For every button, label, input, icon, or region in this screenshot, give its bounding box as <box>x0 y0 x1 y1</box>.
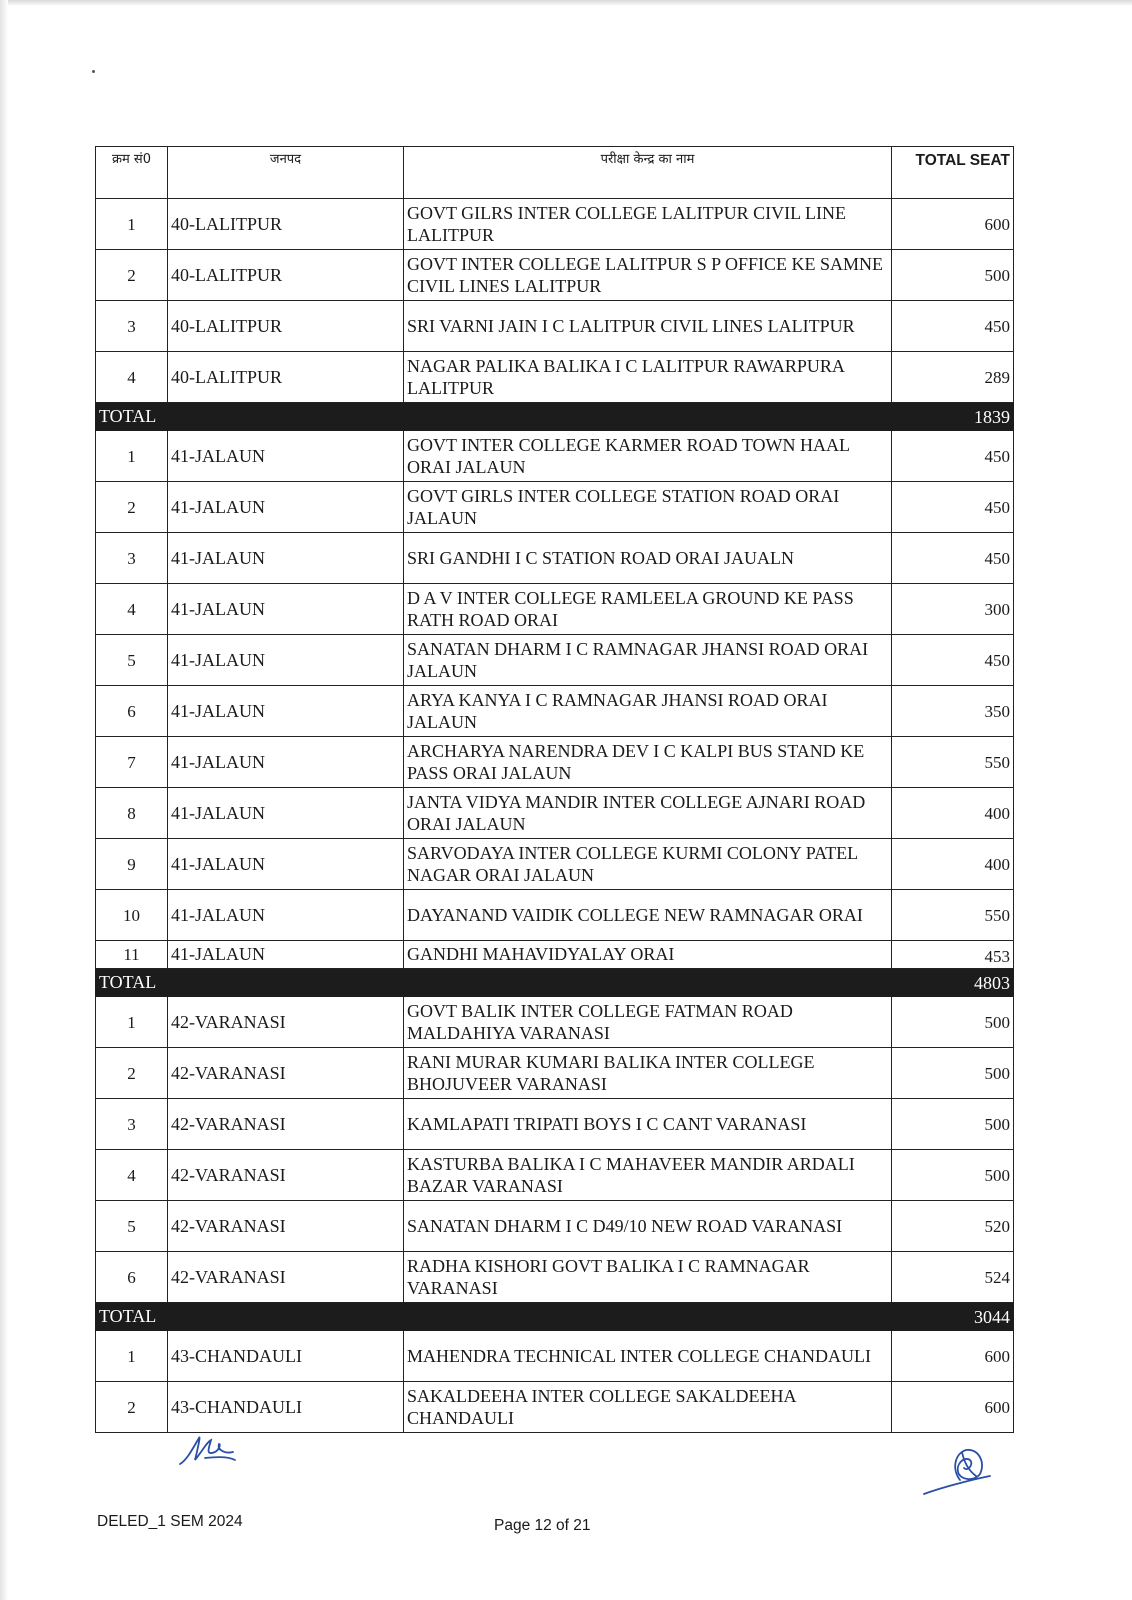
cell-district: 42-VARANASI <box>168 1150 404 1201</box>
cell-serial: 9 <box>96 839 168 890</box>
cell-serial: 2 <box>96 482 168 533</box>
cell-center-name: RANI MURAR KUMARI BALIKA INTER COLLEGE BHOJUVEER VARANASI <box>404 1048 892 1099</box>
scan-edge-top <box>0 0 1132 6</box>
header-center-name: परीक्षा केन्द्र का नाम <box>404 147 892 199</box>
table-row <box>96 788 1014 839</box>
exam-centers-table <box>95 146 1014 1433</box>
total-row <box>96 969 1014 997</box>
cell-serial: 11 <box>96 941 168 969</box>
table-header-row <box>96 147 1014 199</box>
table-row <box>96 352 1014 403</box>
cell-center-name: KAMLAPATI TRIPATI BOYS I C CANT VARANASI <box>404 1099 892 1150</box>
cell-seats: 550 <box>892 890 1014 941</box>
cell-district: 42-VARANASI <box>168 997 404 1048</box>
cell-serial: 2 <box>96 1048 168 1099</box>
total-value: 1839 <box>892 403 1014 431</box>
cell-center-name: ARYA KANYA I C RAMNAGAR JHANSI ROAD ORAI JALAUN <box>404 686 892 737</box>
header-total-seat: TOTAL SEAT <box>892 147 1014 199</box>
cell-seats: 600 <box>892 199 1014 250</box>
cell-seats: 400 <box>892 839 1014 890</box>
cell-center-name: GOVT GIRLS INTER COLLEGE STATION ROAD ORAI JALAUN <box>404 482 892 533</box>
cell-serial: 5 <box>96 1201 168 1252</box>
cell-serial: 2 <box>96 250 168 301</box>
cell-serial: 6 <box>96 1252 168 1303</box>
cell-serial: 5 <box>96 635 168 686</box>
cell-center-name: DAYANAND VAIDIK COLLEGE NEW RAMNAGAR ORAI <box>404 890 892 941</box>
cell-district: 41-JALAUN <box>168 941 404 969</box>
cell-center-name: RADHA KISHORI GOVT BALIKA I C RAMNAGAR VARANASI <box>404 1252 892 1303</box>
cell-center-name: SRI GANDHI I C STATION ROAD ORAI JAUALN <box>404 533 892 584</box>
total-label: TOTAL <box>96 403 168 431</box>
cell-center-name: NAGAR PALIKA BALIKA I C LALITPUR RAWARPURA LALITPUR <box>404 352 892 403</box>
cell-district: 41-JALAUN <box>168 737 404 788</box>
cell-serial: 8 <box>96 788 168 839</box>
cell-serial: 10 <box>96 890 168 941</box>
scan-edge-left <box>0 0 8 1600</box>
cell-district: 42-VARANASI <box>168 1252 404 1303</box>
cell-serial: 1 <box>96 431 168 482</box>
cell-district: 41-JALAUN <box>168 890 404 941</box>
cell-serial: 4 <box>96 584 168 635</box>
cell-serial: 4 <box>96 1150 168 1201</box>
cell-district: 42-VARANASI <box>168 1048 404 1099</box>
cell-district: 42-VARANASI <box>168 1201 404 1252</box>
cell-serial: 3 <box>96 1099 168 1150</box>
total-value: 3044 <box>892 1303 1014 1331</box>
table-row <box>96 482 1014 533</box>
cell-serial: 4 <box>96 352 168 403</box>
total-blank <box>168 969 404 997</box>
cell-center-name: SRI VARNI JAIN I C LALITPUR CIVIL LINES LALITPUR <box>404 301 892 352</box>
cell-serial: 3 <box>96 301 168 352</box>
cell-district: 43-CHANDAULI <box>168 1331 404 1382</box>
cell-district: 41-JALAUN <box>168 686 404 737</box>
cell-center-name: JANTA VIDYA MANDIR INTER COLLEGE AJNARI ROAD ORAI JALAUN <box>404 788 892 839</box>
footer-page-number: Page 12 of 21 <box>494 1517 591 1534</box>
scan-speck <box>92 70 95 73</box>
cell-serial: 6 <box>96 686 168 737</box>
cell-seats: 300 <box>892 584 1014 635</box>
table-row <box>96 890 1014 941</box>
cell-seats: 450 <box>892 431 1014 482</box>
cell-seats: 450 <box>892 533 1014 584</box>
cell-center-name: GOVT GILRS INTER COLLEGE LALITPUR CIVIL LINE LALITPUR <box>404 199 892 250</box>
cell-center-name: SANATAN DHARM I C RAMNAGAR JHANSI ROAD ORAI JALAUN <box>404 635 892 686</box>
cell-serial: 1 <box>96 1331 168 1382</box>
cell-seats: 600 <box>892 1331 1014 1382</box>
cell-seats: 500 <box>892 997 1014 1048</box>
cell-serial: 1 <box>96 997 168 1048</box>
cell-seats: 453 <box>892 941 1014 969</box>
table-row <box>96 1252 1014 1303</box>
cell-serial: 3 <box>96 533 168 584</box>
cell-center-name: SANATAN DHARM I C D49/10 NEW ROAD VARANASI <box>404 1201 892 1252</box>
total-blank <box>168 403 404 431</box>
cell-center-name: D A V INTER COLLEGE RAMLEELA GROUND KE PASS RATH ROAD ORAI <box>404 584 892 635</box>
total-blank <box>404 1303 892 1331</box>
total-row <box>96 1303 1014 1331</box>
cell-center-name: GANDHI MAHAVIDYALAY ORAI <box>404 941 892 969</box>
cell-center-name: SARVODAYA INTER COLLEGE KURMI COLONY PATEL NAGAR ORAI JALAUN <box>404 839 892 890</box>
cell-center-name: SAKALDEEHA INTER COLLEGE SAKALDEEHA CHANDAULI <box>404 1382 892 1433</box>
cell-district: 40-LALITPUR <box>168 352 404 403</box>
cell-serial: 1 <box>96 199 168 250</box>
cell-serial: 7 <box>96 737 168 788</box>
cell-seats: 524 <box>892 1252 1014 1303</box>
table-row <box>96 1382 1014 1433</box>
cell-center-name: GOVT INTER COLLEGE LALITPUR S P OFFICE KE SAMNE CIVIL LINES LALITPUR <box>404 250 892 301</box>
table-row <box>96 1331 1014 1382</box>
footer-doc-code: DELED_1 SEM 2024 <box>97 1513 243 1530</box>
cell-seats: 450 <box>892 482 1014 533</box>
cell-seats: 600 <box>892 1382 1014 1433</box>
cell-center-name: GOVT BALIK INTER COLLEGE FATMAN ROAD MALDAHIYA VARANASI <box>404 997 892 1048</box>
cell-district: 40-LALITPUR <box>168 301 404 352</box>
table-row <box>96 1048 1014 1099</box>
total-label: TOTAL <box>96 1303 168 1331</box>
cell-district: 41-JALAUN <box>168 533 404 584</box>
cell-district: 41-JALAUN <box>168 431 404 482</box>
cell-district: 42-VARANASI <box>168 1099 404 1150</box>
cell-seats: 500 <box>892 250 1014 301</box>
table-row <box>96 250 1014 301</box>
table-row <box>96 533 1014 584</box>
total-blank <box>404 403 892 431</box>
table-row <box>96 431 1014 482</box>
cell-seats: 500 <box>892 1099 1014 1150</box>
cell-seats: 550 <box>892 737 1014 788</box>
table-row <box>96 686 1014 737</box>
table-row <box>96 737 1014 788</box>
cell-center-name: MAHENDRA TECHNICAL INTER COLLEGE CHANDAULI <box>404 1331 892 1382</box>
total-blank <box>404 969 892 997</box>
cell-seats: 289 <box>892 352 1014 403</box>
cell-district: 41-JALAUN <box>168 839 404 890</box>
cell-district: 41-JALAUN <box>168 584 404 635</box>
cell-seats: 350 <box>892 686 1014 737</box>
cell-seats: 520 <box>892 1201 1014 1252</box>
cell-district: 41-JALAUN <box>168 482 404 533</box>
table-row <box>96 635 1014 686</box>
cell-district: 40-LALITPUR <box>168 250 404 301</box>
cell-seats: 500 <box>892 1150 1014 1201</box>
cell-seats: 450 <box>892 301 1014 352</box>
table-row <box>96 199 1014 250</box>
signature-left <box>175 1430 255 1470</box>
table-row <box>96 839 1014 890</box>
table-body <box>96 199 1014 1433</box>
cell-center-name: GOVT INTER COLLEGE KARMER ROAD TOWN HAAL ORAI JALAUN <box>404 431 892 482</box>
total-blank <box>168 1303 404 1331</box>
table-row <box>96 1150 1014 1201</box>
table-row <box>96 1201 1014 1252</box>
signature-right <box>920 1440 1000 1500</box>
cell-seats: 450 <box>892 635 1014 686</box>
cell-district: 41-JALAUN <box>168 788 404 839</box>
total-label: TOTAL <box>96 969 168 997</box>
table-row <box>96 584 1014 635</box>
cell-district: 43-CHANDAULI <box>168 1382 404 1433</box>
cell-seats: 400 <box>892 788 1014 839</box>
cell-serial: 2 <box>96 1382 168 1433</box>
total-value: 4803 <box>892 969 1014 997</box>
total-row <box>96 403 1014 431</box>
cell-center-name: ARCHARYA NARENDRA DEV I C KALPI BUS STAND KE PASS ORAI JALAUN <box>404 737 892 788</box>
cell-seats: 500 <box>892 1048 1014 1099</box>
table-row <box>96 997 1014 1048</box>
header-serial: क्रम सं0 <box>96 147 168 199</box>
table-row <box>96 301 1014 352</box>
cell-district: 41-JALAUN <box>168 635 404 686</box>
table-row <box>96 1099 1014 1150</box>
header-district: जनपद <box>168 147 404 199</box>
cell-district: 40-LALITPUR <box>168 199 404 250</box>
table-row <box>96 941 1014 969</box>
cell-center-name: KASTURBA BALIKA I C MAHAVEER MANDIR ARDALI BAZAR VARANASI <box>404 1150 892 1201</box>
